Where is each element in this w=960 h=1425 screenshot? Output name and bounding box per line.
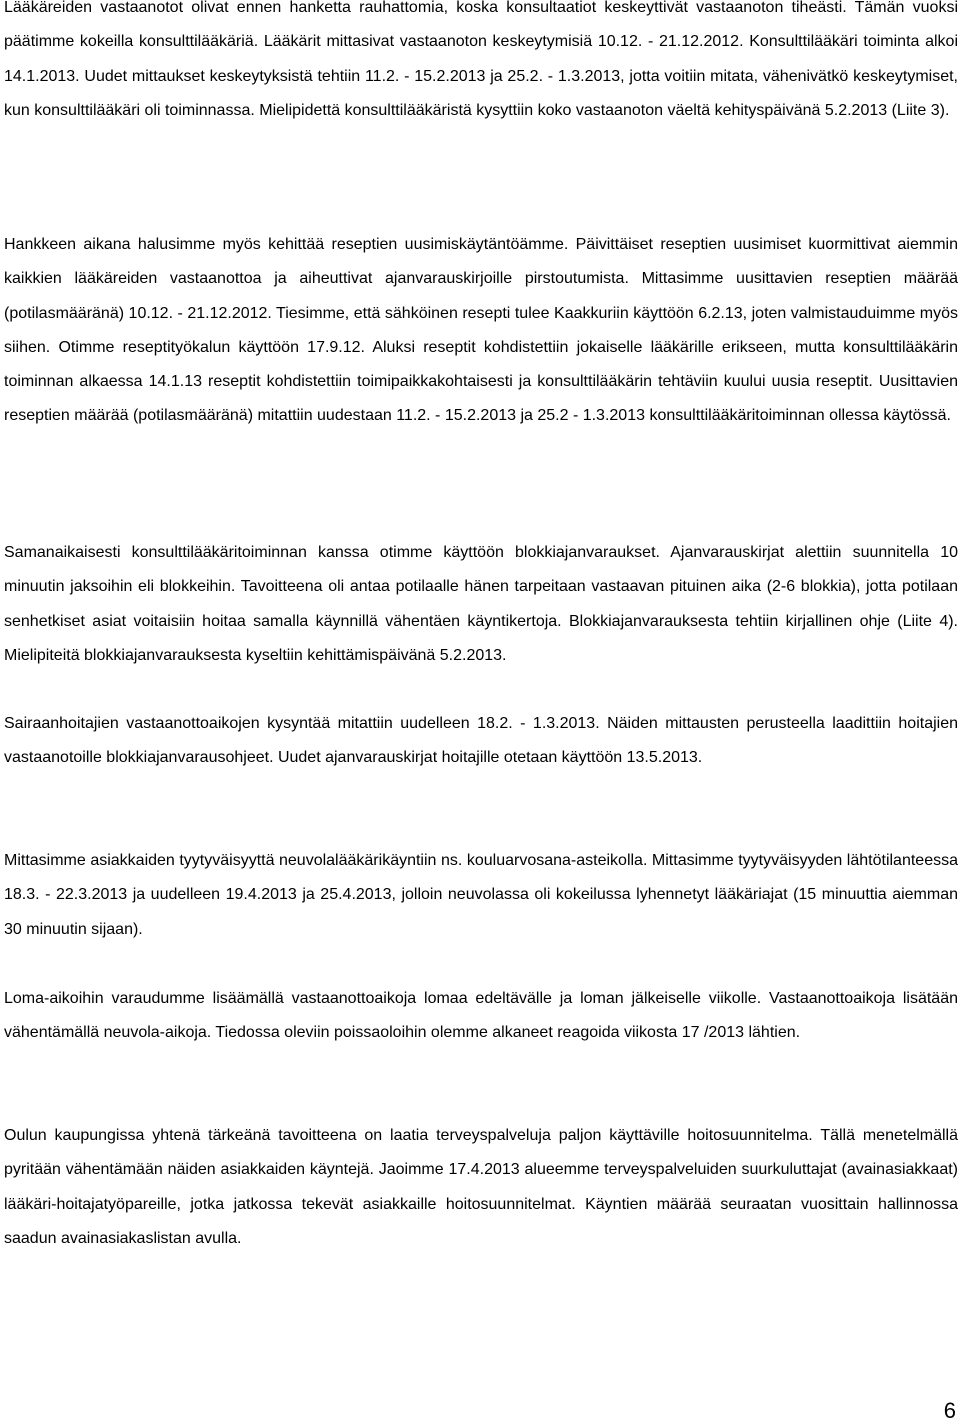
paragraph-prescription-renewal: Hankkeen aikana halusimme myös kehittää reseptien uusimiskäytäntöämme. Päivittäiset reseptien uusimiset kuormittivat aiemmin kaikkien lääkäreiden vastaanottoa ja aiheuttivat ajanvarauskirjoille pirstoutumista. Mittasimme uusittavien reseptien määrää (potilasmääränä) 10.12. - 21.12.2012. Tiesimme, että sähköinen resepti tulee Kaakkuriin käyttöön 6.2.13, joten valmistauduimme myös siihen. Otimme reseptityökalun käyttöön 17.9.12. Aluksi reseptit kohdistettiin jokaiselle lääkärille erikseen, mutta konsulttilääkärin toiminnan alkaessa 14.1.13 reseptit kohdistettiin toimipaikkakohtaisesti ja konsulttilääkärin tehtäviin kuului uusia reseptit. Uusittavien reseptien määrää (potilasmääränä) mitattiin uudestaan 11.2. - 15.2.2013 ja 25.2 - 1.3.2013 konsulttilääkäritoiminnan ollessa käytössä. [4, 236, 958, 425]
page-number: 6 [943, 1398, 956, 1423]
paragraph-nurse-appointments: Sairaanhoitajien vastaanottoaikojen kysyntää mitattiin uudelleen 18.2. - 1.3.2013. Näiden mittausten perusteella laadittiin hoitajien vastaanotoille blokkiajanvarausohjeet. Uudet ajanvarauskirjat hoitajille otetaan käyttöön 13.5.2013. [4, 715, 958, 767]
paragraph-customer-satisfaction: Mittasimme asiakkaiden tyytyväisyyttä neuvolalääkärikäyntiin ns. kouluarvosana-asteikolla. Mittasimme tyytyväisyyden lähtötilanteessa 18.3. - 22.3.2013 ja uudelleen 19.4.2013 ja 25.4.2013, jolloin neuvolassa oli kokeilussa lyhennetyt lääkäriajat (15 minuuttia aiemman 30 minuutin sijaan). [4, 852, 958, 938]
paragraph-care-plan: Oulun kaupungissa yhtenä tärkeänä tavoitteena on laatia terveyspalveluja paljon käyttäville hoitosuunnitelma. Tällä menetelmällä pyritään vähentämään näiden asiakkaiden käyntejä. Jaoimme 17.4.2013 alueemme terveyspalveluiden suurkuluttajat (avainasiakkaat) lääkäri-hoitajatyöpareille, jotka jatkossa tekevät asiakkaille hoitosuunnitelmat. Käyntien määrää seuraatan vuosittain hallinnossa saadun avainasiakaslistan avulla. [4, 1127, 958, 1247]
paragraph-holiday-preparation: Loma-aikoihin varaudumme lisäämällä vastaanottoaikoja lomaa edeltävälle ja loman jälkeiselle viikolle. Vastaanottoaikoja lisätään vähentämällä neuvola-aikoja. Tiedossa oleviin poissaoloihin olemme alkaneet reagoida viikosta 17 /2013 lähtien. [4, 990, 958, 1042]
paragraph-consultant-physician: Lääkäreiden vastaanotot olivat ennen hanketta rauhattomia, koska konsultaatiot keskeyttivät vastaanoton tiheästi. Tämän vuoksi päätimme kokeilla konsulttilääkäriä. Lääkärit mittasivat vastaanoton keskeytymisiä 10.12. - 21.12.2012. Konsulttilääkäri toiminta alkoi 14.1.2013. Uudet mittaukset keskeytyksistä tehtiin 11.2. - 15.2.2013 ja 25.2. - 1.3.2013, jotta voitiin mitata, vähenivätkö keskeytymiset, kun konsulttilääkäri oli toiminnassa. Mielipidettä konsulttilääkäristä kysyttiin koko vastaanoton väeltä kehityspäivänä 5.2.2013 (Liite 3). [4, 0, 958, 119]
paragraph-block-booking: Samanaikaisesti konsulttilääkäritoiminnan kanssa otimme käyttöön blokkiajanvaraukset. Ajanvarauskirjat alettiin suunnitella 10 minuutin jaksoihin eli blokkeihin. Tavoitteena oli antaa potilaalle hänen tarpeitaan vastaavan pituinen aika (2-6 blokkia), jotta potilaan senhetkiset asiat voitaisiin hoitaa samalla käynnillä vähentäen käyntikertoja. Blokkiajanvarauksesta tehtiin kirjallinen ohje (Liite 4). Mielipiteitä blokkiajanvarauksesta kyseltiin kehittämispäivänä 5.2.2013. [4, 544, 958, 664]
